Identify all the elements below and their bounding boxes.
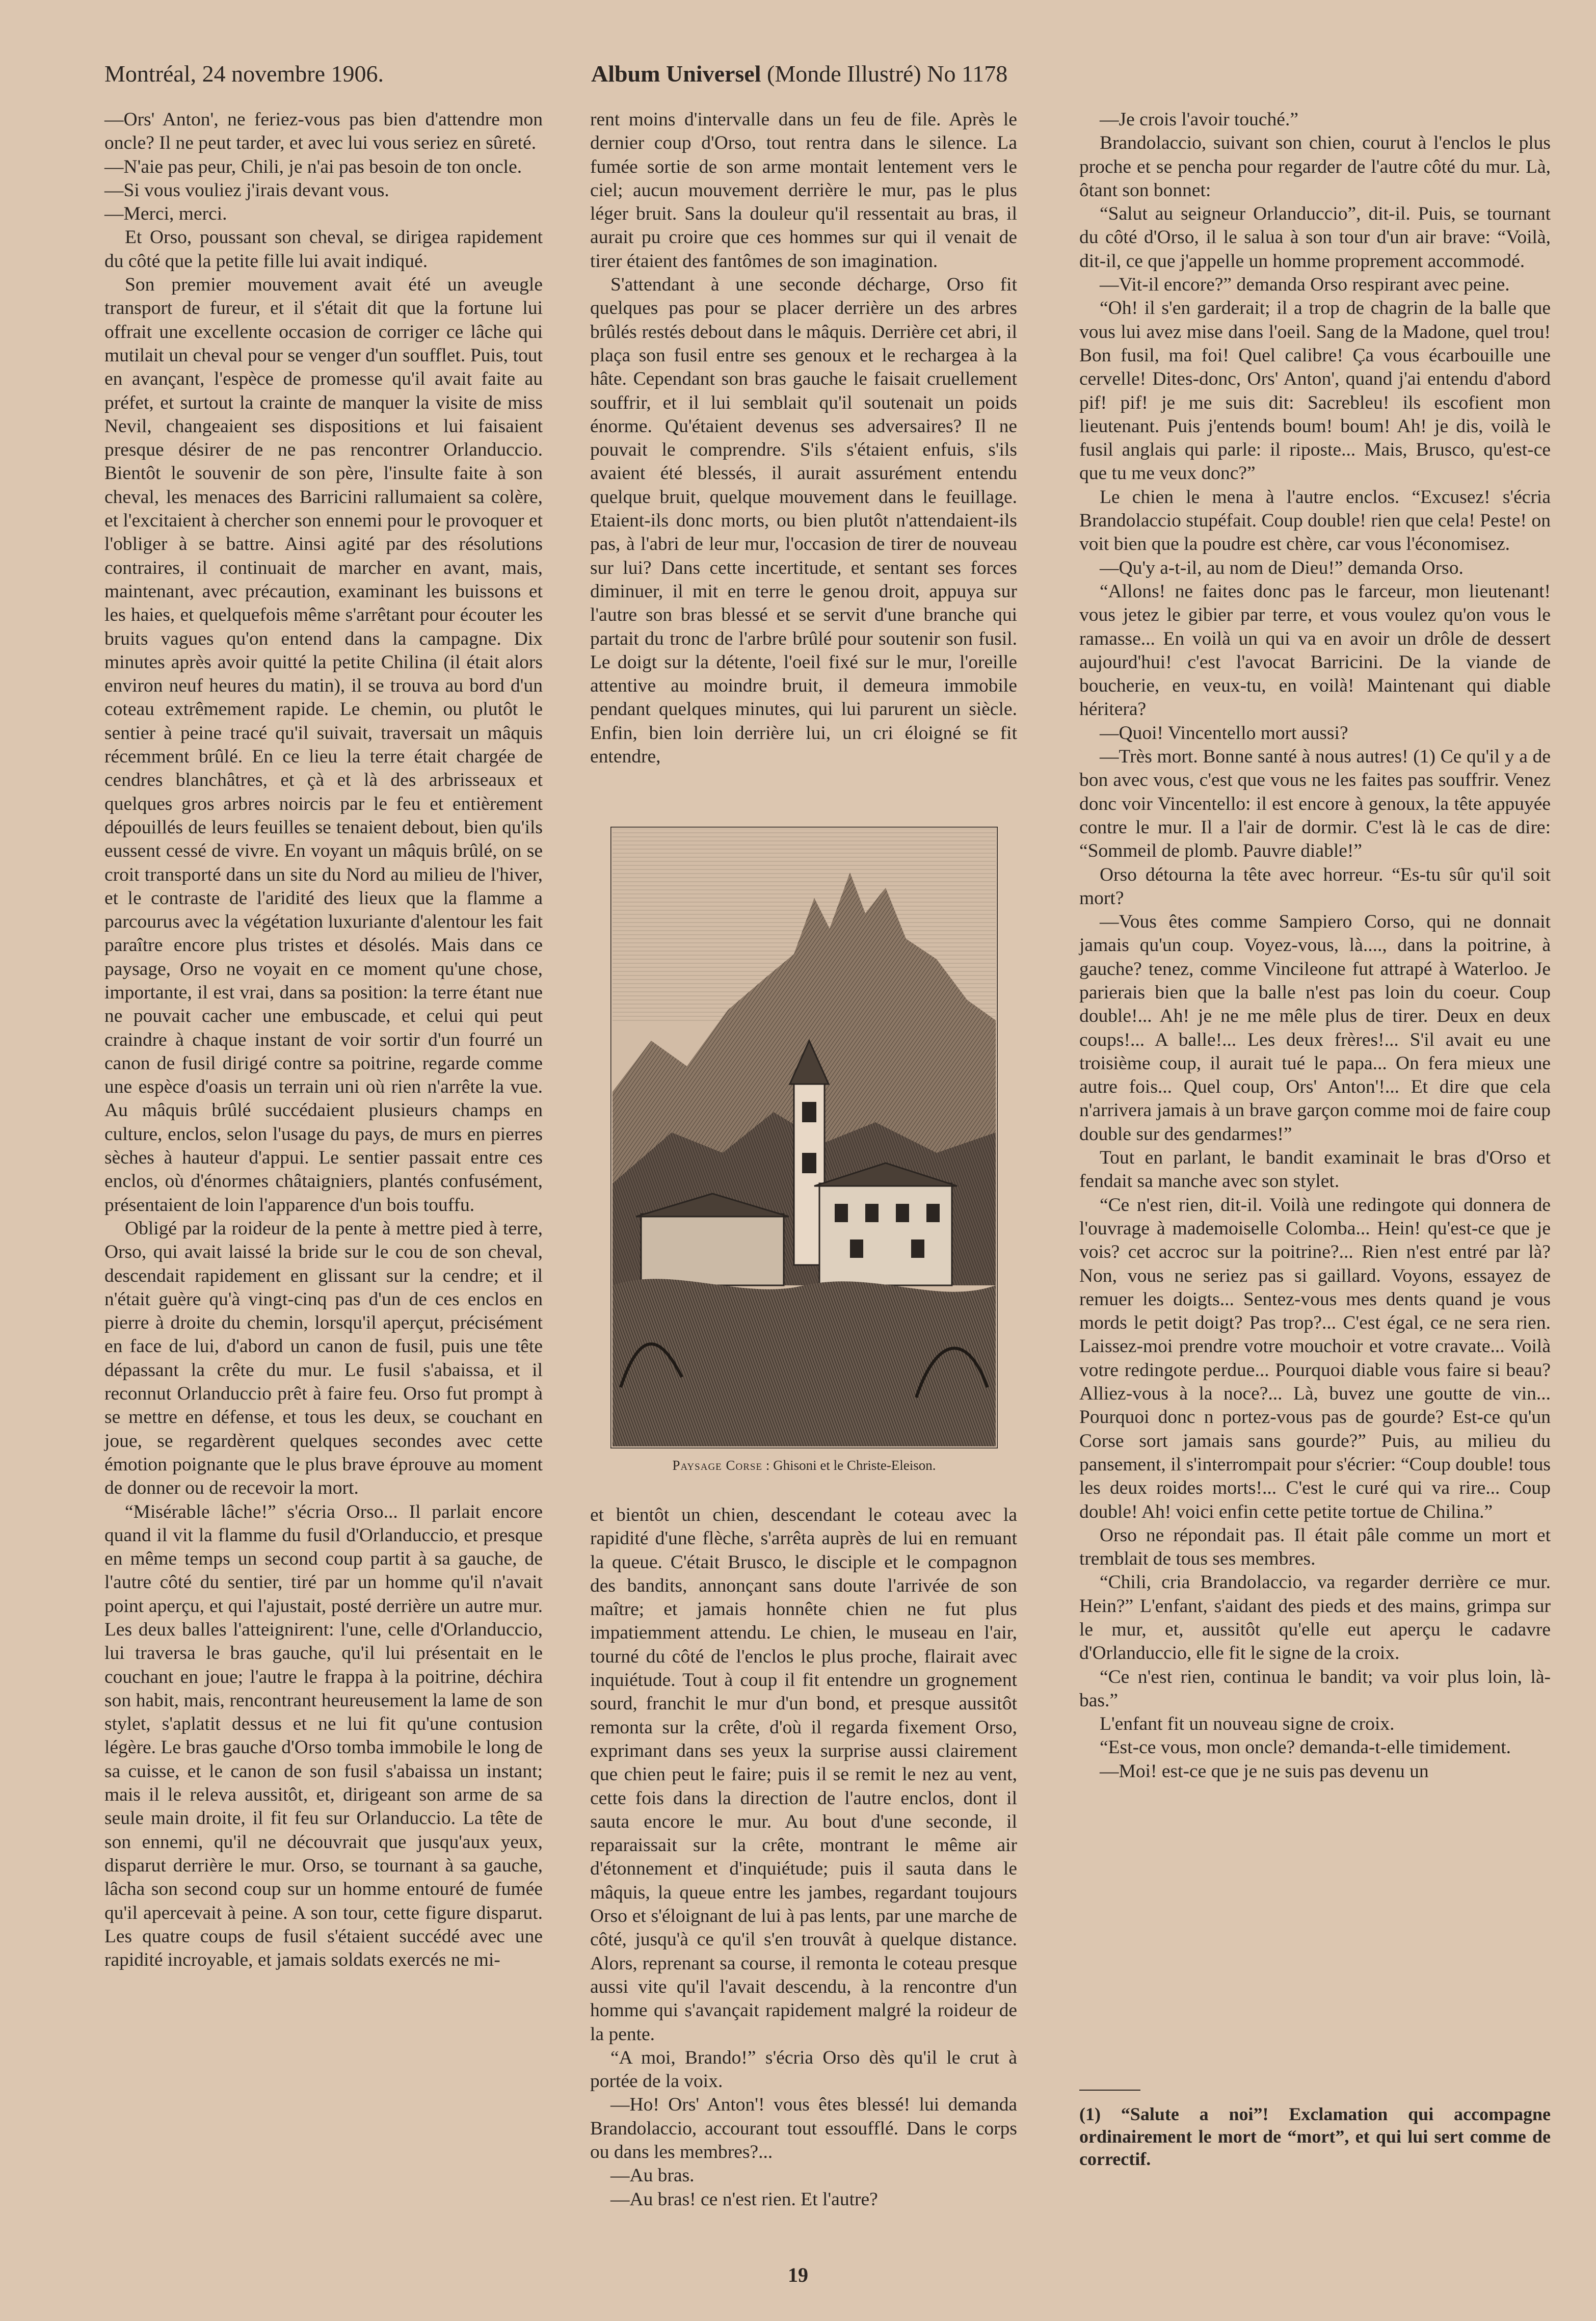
paragraph: —Si vous vouliez j'irais devant vous. <box>104 179 389 201</box>
header-dateline: Montréal, 24 novembre 1906. <box>104 61 384 87</box>
paragraph: —Je crois l'avoir touché.” <box>1100 109 1298 130</box>
footnote-rule <box>1079 2090 1140 2091</box>
paragraph: “Chili, cria Brandolaccio, va regarder derrière ce mur. Hein?” L'enfant, s'aidant des pieds et des mains, grimpa sur le mur, et, aussitôt qu'elle eut aperçu le cadavre d'Orlanduccio, elle fit le signe de la croix. <box>1079 1572 1551 1664</box>
paragraph: —Vous êtes comme Sampiero Corso, qui ne donnait jamais qu'un coup. Voyez-vous, là...., dans la poitrine, à gauche? tenez, comme Vincileone fut attrapé à Waterloo. Je parierais bien que la balle n'est pas loin du coeur. Coup double!... Ah! je ne me mêle plus de tirer. Deux en deux coups!... A balle!... Les deux frères!... S'il avait eu une troisième coup, il aurait tué le papa... On fera mieux une autre fois... Quel coup, Ors' Anton'!... Et dire que cela n'arrivera jamais à un brave garçon comme moi de faire coup double sur des gendarmes!” <box>1079 911 1551 1145</box>
caption-text: : Ghisoni et le Christe-Eleison. <box>762 1458 936 1473</box>
paragraph: Le chien le mena à l'autre enclos. “Excusez! s'écria Brandolaccio stupéfait. Coup double! rien que cela! Peste! on voit bien que la poudre est chère, car vous l'économisez. <box>1079 486 1551 555</box>
paragraph: “Ce n'est rien, dit-il. Voilà une redingote qui donnera de l'ouvrage à mademoiselle Colomba... Hein! qu'est-ce que je vois? cet accroc sur la poitrine?... Rien n'est entré par là? Non, vous ne seriez pas si gaillard. Voyons, essayez de remuer les doigts... Sentez-vous mes dents quand je vous mords le petit doigt? Pas trop?... C'est égal, ce ne sera rien. Laissez-moi prendre votre mouchoir et votre cravate... Voilà votre redingote perdue... Pourquoi diable vous faire si beau? Alliez-vous à la noce?... Là, buvez une goutte de vin... Pourquoi donc n portez-vous pas de gourde? Est-ce qu'un Corse sort jamais sans gourde?” Puis, au milieu du pansement, il s'interrompait pour s'écrier: “Coup double! tous les deux roides morts!... C'est le curé qui va rire... Coup double! Ah! voici enfin cette petite tortue de Chilina.” <box>1079 1194 1551 1522</box>
paragraph: —Très mort. Bonne santé à nous autres! (1) Ce qu'il y a de bon avec vous, c'est que vous ne les faites pas souffrir. Venez donc voir Vincentello: il est encore à genoux, la tête appuyée contre le mur. Il a l'air de dormir. C'est là le cas de dire: “Sommeil de plomb. Pauvre diable!” <box>1079 746 1551 862</box>
paragraph: Tout en parlant, le bandit examinait le bras d'Orso et fendait sa manche avec son stylet. <box>1079 1147 1551 1192</box>
paragraph: Son premier mouvement avait été un aveugle transport de fureur, et il s'était dit que la fortune lui offrait une excellente occasion de corriger ce lâche qui mutilait un cheval pour se venger d'un soufflet. Puis, tout en avançant, l'espèce de promesse qu'il avait faite au préfet, et surtout la crainte de manquer la visite de miss Nevil, changeaient ses dispositions et lui faisaient presque désirer de ne pas rencontrer Orlanduccio. Bientôt le souvenir de son père, l'insulte faite à son cheval, les menaces des Barricini rallumaient sa colère, et l'excitaient à chercher son ennemi pour le provoquer et l'obliger à se battre. Ainsi agité par des résolutions contraires, il continuait de marcher en avant, mais, maintenant, avec précaution, examinant les buissons et les haies, et quelquefois même s'arrêtant pour écouter les bruits vagues qu'on entend dans la campagne. Dix minutes après avoir quitté la petite Chilina (il était alors environ neuf heures du matin), il se trouva au bord d'un coteau extrêmement rapide. Le chemin, ou plutôt le sentier à peine tracé qu'il suivait, traversait un mâquis récemment brûlé. En ce lieu la terre était chargée de cendres blanchâtres, et çà et là des arbrisseaux et quelques gros arbres noircis par le feu et entièrement dépouillés de leurs feuilles se tenaient debout, bien qu'ils eussent cessé de vivre. En voyant un mâquis brûlé, on se croit transporté dans un site du Nord au milieu de l'hiver, et le contraste de l'aridité des lieux que la flamme a parcourus avec la végétation luxuriante d'alentour les fait paraître encore plus tristes et désolés. Mais dans ce paysage, Orso ne voyait en ce moment qu'une chose, importante, il est vrai, dans sa position: la terre étant nue ne pouvait cacher une embuscade, et celui qui peut craindre à chaque instant de voir sortir d'un fourré un canon de fusil dirigé contre sa poitrine, regarde comme une espèce d'oasis un terrain uni où rien n'arrête la vue. Au mâquis brûlé succédaient plusieurs champs en culture, enclos, selon l'usage du pays, de murs en pierres sèches à hauteur d'appui. Le sentier passait entre ces enclos, où d'énormes châtaigniers, plantés confusément, présentaient de loin l'apparence d'un bois touffu. <box>104 274 543 1216</box>
paragraph: —Merci, merci. <box>104 203 227 225</box>
paragraph: Orso ne répondait pas. Il était pâle comme un mort et tremblait de tous ses membres. <box>1079 1524 1551 1570</box>
paragraph: L'enfant fit un nouveau signe de croix. <box>1100 1713 1395 1735</box>
paragraph: —Moi! est-ce que je ne suis pas devenu un <box>1100 1760 1429 1782</box>
paragraph: “Misérable lâche!” s'écria Orso... Il parlait encore quand il vit la flamme du fusil d'Orlanduccio, et presque en même temps un second coup partit à sa gauche, de l'autre côté du sentier, tiré par un homme qu'il n'avait point aperçu, et qui l'ajustait, posté derrière un autre mur. Les deux balles l'atteignirent: l'une, celle d'Orlanduccio, lui traversa le bras gauche, qu'il lui présentait en le couchant en joue; l'autre le frappa à la poitrine, déchira son habit, mais, rencontrant heureusement la lame de son stylet, s'aplatit dessus et ne lui fit qu'une contusion légère. Le bras gauche d'Orso tomba immobile le long de sa cuisse, et le canon de son fusil s'abaissa un instant; mais il le releva aussitôt, et, dirigeant son arme de sa seule main droite, il fit feu sur Orlanduccio. La tête de son ennemi, qu'il ne découvrait que jusqu'aux yeux, disparut derrière le mur. Orso, se tournant à sa gauche, lâcha son second coup sur un homme entouré de fumée qu'il apercevait à peine. A son tour, cette figure disparut. Les quatre coups de fusil s'étaient succédé avec une rapidité incroyable, et jamais soldats exercés ne mi- <box>104 1501 543 1971</box>
page-number: 19 <box>788 2263 808 2286</box>
figure-caption <box>610 1458 998 1473</box>
column-2-top <box>590 108 1017 769</box>
paragraph: —N'aie pas peur, Chili, je n'ai pas besoin de ton oncle. <box>104 156 522 177</box>
paragraph: Orso détourna la tête avec horreur. “Es-tu sûr qu'il soit mort? <box>1079 864 1551 909</box>
paragraph: —Qu'y a-t-il, au nom de Dieu!” demanda Orso. <box>1100 557 1464 578</box>
paragraph: —Quoi! Vincentello mort aussi? <box>1100 722 1348 744</box>
column-2-bottom <box>590 1504 1017 2211</box>
paragraph: Et Orso, poussant son cheval, se dirigea rapidement du côté que la petite fille lui avait indiqué. <box>104 227 543 272</box>
paragraph: Obligé par la roideur de la pente à mettre pied à terre, Orso, qui avait laissé la bride sur le cou de son cheval, descendait rapidement en glissant sur la cendre; et il n'était guère qu'à vingt-cinq pas d'un de ces enclos en pierre à droite du chemin, lorsqu'il aperçut, précisément en face de lui, d'abord un canon de fusil, puis une tête dépassant la crête du mur. Le fusil s'abaissa, et il reconnut Orlanduccio prêt à faire feu. Orso fut prompt à se mettre en défense, et tous les deux, se couchant en joue, se regardèrent quelques secondes avec cette émotion poignante que le plus brave éprouve au moment de donner ou de recevoir la mort. <box>104 1218 543 1499</box>
paragraph: —Vit-il encore?” demanda Orso respirant avec peine. <box>1100 274 1510 296</box>
paragraph: “Allons! ne faites donc pas le farceur, mon lieutenant! vous jetez le gibier par terre, et vous voulez qu'on vous le ramasse... En voilà un qui va en avoir un drôle de dessert aujourd'hui! c'est l'avocat Barricini. De la viande de boucherie, en veux-tu, en voilà! Maintenant qui diable héritera? <box>1079 581 1551 720</box>
paragraph: Brandolaccio, suivant son chien, courut à l'enclos le plus proche et se pencha pour regarder de l'autre côté du mur. Là, ôtant son bonnet: <box>1079 133 1551 201</box>
paragraph: —Ors' Anton', ne feriez-vous pas bien d'attendre mon oncle? Il ne peut tarder, et avec lui vous seriez en sûreté. <box>104 109 543 154</box>
paragraph: et bientôt un chien, descendant le coteau avec la rapidité d'une flèche, s'arrêta auprès de lui en remuant la queue. C'était Brusco, le disciple et le compagnon des bandits, annonçant sans doute l'arrivée de son maître; et jamais honnête chien ne fut plus impatiemment attendu. Le chien, le museau en l'air, tourné du côté de l'enclos le plus proche, flairait avec inquiétude. Tout à coup il fit entendre un grognement sourd, franchit le mur d'un bond, et presque aussitôt remonta sur la crête, d'où il regarda fixement Orso, exprimant dans ses yeux la surprise aussi clairement que chien peut le faire; puis il se remit le nez au vent, cette fois dans la direction de l'autre enclos, dont il sauta encore le mur. Au bout d'une seconde, il reparaissait sur la crête, montrant le même air d'étonnement et d'inquiétude; puis il sauta dans le mâquis, la queue entre les jambes, regardant toujours Orso et s'éloignant de lui à pas lents, par une marche de côté, jusqu'à ce qu'il s'en trouvât à quelque distance. Alors, reprenant sa course, il remonta le coteau presque aussi vite qu'il l'avait descendu, à la rencontre d'un homme qui s'avançait rapidement malgré la roideur de la pente. <box>590 1505 1017 2045</box>
header-publication: Album Universel <box>591 61 761 87</box>
header-issue: (Monde Illustré) No 1178 <box>761 61 1008 87</box>
column-3 <box>1079 108 1551 1783</box>
paragraph: “Est-ce vous, mon oncle? demanda-t-elle timidement. <box>1100 1737 1511 1758</box>
paragraph: —Au bras! ce n'est rien. Et l'autre? <box>610 2188 878 2210</box>
paragraph: —Au bras. <box>610 2165 695 2186</box>
engraving-corsican-landscape <box>610 827 998 1448</box>
paragraph: “Salut au seigneur Orlanduccio”, dit-il. Puis, se tournant du côté d'Orso, il le salua à son tour d'un air brave: “Voilà, dit-il, ce que j'appelle un homme proprement accommodé. <box>1079 203 1551 272</box>
paragraph: S'attendant à une seconde décharge, Orso fit quelques pas pour se placer derrière un des arbres brûlés restés debout dans le mâquis. Derrière cet abri, il plaça son fusil entre ses genoux et le rechargea à la hâte. Cependant son bras gauche le faisait cruellement souffrir, et il lui semblait qu'il soutenait un poids énorme. Qu'étaient devenus ses adversaires? Il ne pouvait le comprendre. S'ils s'étaient enfuis, s'ils avaient été blessés, il aurait assurément entendu quelque bruit, quelque mouvement dans le feuillage. Etaient-ils donc morts, ou bien plutôt n'attendaient-ils pas, à l'abri de leur mur, l'occasion de tirer de nouveau sur lui? Dans cette incertitude, et sentant ses forces diminuer, il mit en terre le genou droit, appuya sur l'autre son bras blessé et se servit d'une branche qui partait du tronc de l'arbre brûlé pour soutenir son fusil. Le doigt sur la détente, l'oeil fixé sur le mur, l'oreille attentive au moindre bruit, il demeura immobile pendant quelques minutes, qui lui parurent un siècle. Enfin, bien loin derrière lui, un cri éloigné se fit entendre, <box>590 274 1017 768</box>
paragraph: rent moins d'intervalle dans un feu de file. Après le dernier coup d'Orso, tout rentra dans le silence. La fumée sortie de son arme montait lentement vers le ciel; aucun mouvement derrière le mur, pas le plus léger bruit. Sans la douleur qu'il ressentait au bras, il aurait pu croire que ces hommes sur qui il venait de tirer étaient des fantômes de son imagination. <box>590 109 1017 272</box>
header-title <box>591 60 1007 87</box>
paragraph: “Ce n'est rien, continua le bandit; va voir plus loin, là-bas.” <box>1079 1666 1551 1711</box>
footnote: (1) “Salute a noi”! Exclamation qui accompagne ordinairement le mort de “mort”, et qui lui sert comme de correctif. <box>1079 2104 1551 2169</box>
running-header <box>104 60 1489 101</box>
paragraph: —Ho! Ors' Anton'! vous êtes blessé! lui demanda Brandolaccio, accourant tout essoufflé. Dans le corps ou dans les membres?... <box>590 2094 1017 2163</box>
paragraph: “A moi, Brando!” s'écria Orso dès qu'il le crut à portée de la voix. <box>590 2047 1017 2092</box>
illustration <box>610 827 998 1473</box>
paragraph: “Oh! il s'en garderait; il a trop de chagrin de la balle que vous lui avez mise dans l'oeil. Sang de la Madone, quel trou! Bon fusil, ma foi! Quel calibre! Ça vous écarbouille une cervelle! Dites-donc, Ors' Anton', quand j'ai entendu d'abord pif! pif! je me suis dit: Sacrebleu! ils escofient mon lieutenant. Puis j'entends boum! boum! Ah! je dis, voilà le fusil anglais qui parle: il riposte... Mais, Brusco, qu'est-ce que tu me veux donc?” <box>1079 298 1551 484</box>
caption-label: Paysage Corse <box>672 1458 763 1473</box>
column-1 <box>104 108 543 1972</box>
